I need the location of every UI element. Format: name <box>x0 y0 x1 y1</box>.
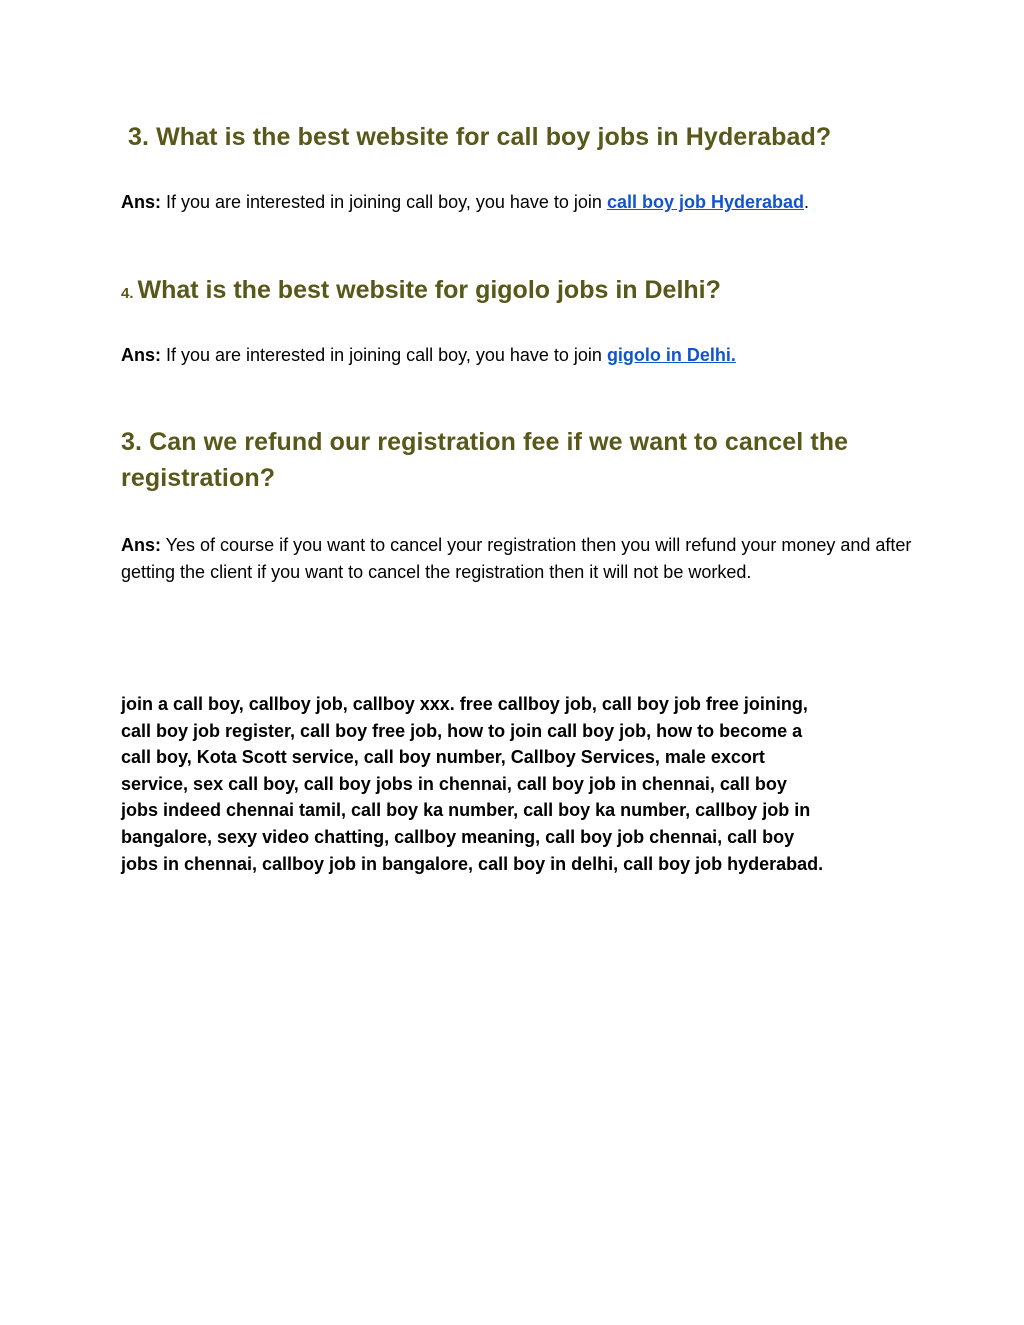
answer-label: Ans: <box>121 192 161 212</box>
call-boy-job-hyderabad-link[interactable]: call boy job Hyderabad <box>606 192 804 212</box>
faq-answer-2 <box>121 342 736 369</box>
gigolo-in-delhi-link[interactable]: gigolo in Delhi. <box>606 345 736 365</box>
faq-question-3: 3. Can we refund our registration fee if we want to cancel the registration? <box>121 428 849 492</box>
answer-text: Yes of course if you want to cancel your registration then you will refund your money and after getting the client if you want to cancel the registration then it will not be worked. <box>121 535 912 582</box>
answer-text: If you are interested in joining call boy, you have to join <box>161 192 607 212</box>
question-number: 4. <box>121 285 134 302</box>
answer-label: Ans: <box>121 535 161 555</box>
keywords-paragraph: join a call boy, callboy job, callboy xxx. free callboy job, call boy job free joining, call boy job register, call boy free job, how to join call boy job, how to become a call boy, Kota Scott service, call boy number, Callboy Services, male excort service, sex call boy, call boy jobs in chennai, call boy job in chennai, call boy jobs indeed chennai tamil, call boy ka number, call boy ka number, callboy job in bangalore, sexy video chatting, callboy meaning, call boy job chennai, call boy jobs in chennai, callboy job in bangalore, call boy in delhi, call boy job hyderabad. <box>121 694 824 874</box>
answer-text: If you are interested in joining call boy, you have to join <box>161 345 607 365</box>
answer-label: Ans: <box>121 345 161 365</box>
faq-answer-1 <box>121 189 809 216</box>
faq-answer-3 <box>121 532 921 586</box>
question-text: What is the best website for gigolo jobs in Delhi? <box>137 276 721 304</box>
faq-question-2 <box>121 272 721 312</box>
answer-suffix: . <box>804 192 810 212</box>
faq-question-1: 3. What is the best website for call boy jobs in Hyderabad? <box>128 123 832 151</box>
